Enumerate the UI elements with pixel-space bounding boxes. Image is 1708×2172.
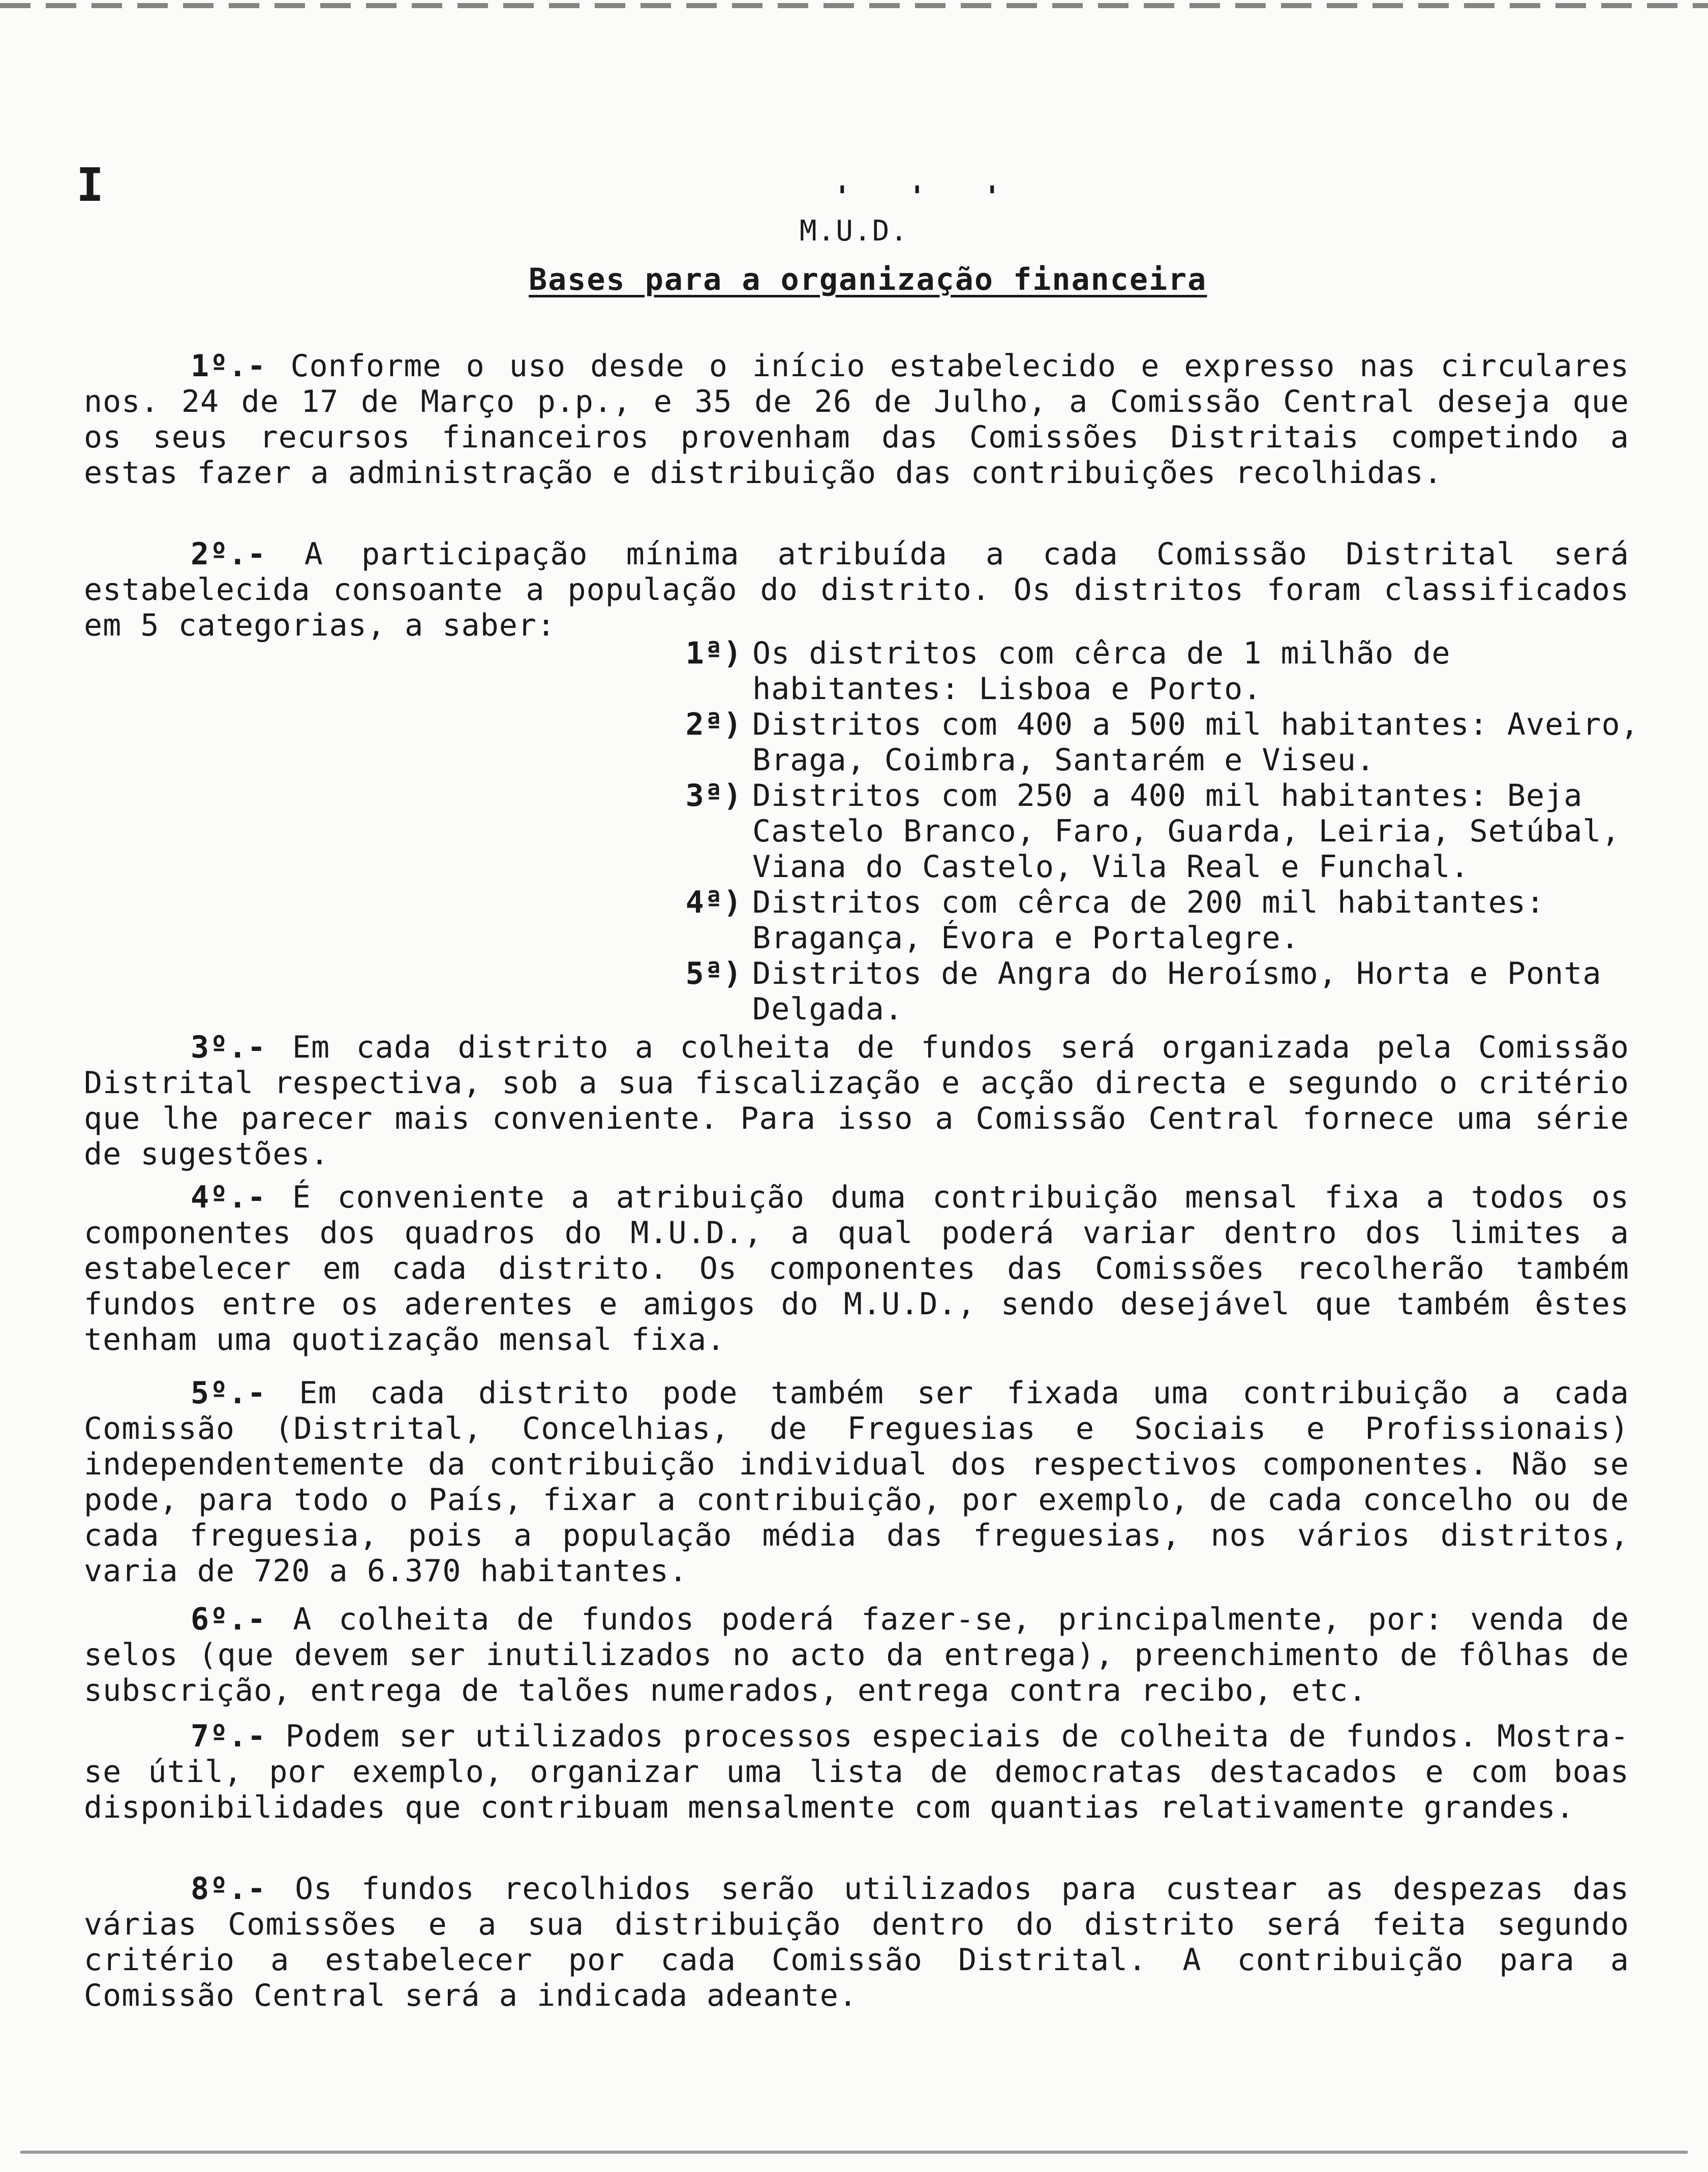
document-title — [529, 259, 1240, 300]
category-text: Distritos com 250 a 400 mil habitantes: Beja Castelo Branco, Faro, Guarda, Leiria, Setúbal, Viana do Castelo, Vila Real e Funchal. — [752, 778, 1621, 885]
category-item — [666, 636, 1647, 707]
paragraph-7 — [84, 1718, 1629, 1825]
document-title-text: Bases para a organização financeira — [529, 262, 1207, 297]
paragraph-6-text: A colheita de fundos poderá fazer-se, principalmente, por: venda de selos (que devem ser inutilizados no acto da entrega), preenchimento de fôlhas de subscrição, entrega de talões numerados, entrega contra recibo, etc. — [84, 1602, 1630, 1708]
header-ticks: ' ' ' — [834, 180, 1021, 214]
category-item — [666, 778, 1647, 885]
paragraph-1 — [84, 348, 1629, 491]
paragraph-2-text: A participação mínima atribuída a cada Comissão Distrital será estabelecida consoante a população do distrito. Os distritos foram classificados em 5 categorias, a saber: — [84, 536, 1630, 643]
category-text: Distritos com cêrca de 200 mil habitantes: Bragança, Évora e Portalegre. — [752, 885, 1545, 956]
category-list — [666, 636, 1647, 1027]
paragraph-4 — [84, 1180, 1629, 1358]
paragraph-2-number: 2º.- — [191, 536, 266, 572]
category-item — [666, 707, 1647, 778]
category-text: Distritos com 400 a 500 mil habitantes: Aveiro, Braga, Coimbra, Santarém e Viseu. — [752, 707, 1639, 778]
organization-header: M.U.D. — [799, 215, 909, 248]
paragraph-5 — [84, 1375, 1629, 1589]
paragraph-2 — [84, 536, 1629, 643]
category-item — [666, 885, 1647, 956]
paragraph-5-text: Em cada distrito pode também ser fixada uma contribuição a cada Comissão (Distrital, Concelhias, de Freguesias e Sociais e Profissionais) independentemente da contribuição individual dos respectivos componentes. Não se pode, para todo o País, fixar a contribuição, por exemplo, de cada concelho ou de cada freguesia, pois a população média das freguesias, nos vários distritos, varia de 720 a 6.370 habitantes. — [84, 1375, 1629, 1589]
paragraph-4-text: É conveniente a atribuição duma contribuição mensal fixa a todos os componentes dos quadros do M.U.D., a qual poderá variar dentro dos limites a estabelecer em cada distrito. Os componentes das Comissões recolherão também fundos entre os aderentes e amigos do M.U.D., sendo desejável que também êstes tenham uma quotização mensal fixa. — [84, 1180, 1630, 1358]
category-item — [666, 956, 1647, 1027]
scan-bottom-edge — [20, 2151, 1688, 2154]
paragraph-6 — [84, 1602, 1629, 1708]
category-number: 2ª) — [685, 707, 742, 742]
paragraph-4-number: 4º.- — [191, 1180, 266, 1215]
paragraph-3-number: 3º.- — [191, 1030, 266, 1065]
paragraph-7-number: 7º.- — [191, 1718, 266, 1754]
category-number: 4ª) — [685, 885, 742, 920]
paragraph-1-number: 1º.- — [191, 348, 266, 384]
category-number: 1ª) — [685, 636, 742, 671]
margin-mark: I — [76, 159, 104, 212]
scan-top-edge — [0, 3, 1708, 8]
category-text: Os distritos com cêrca de 1 milhão de habitantes: Lisboa e Porto. — [752, 636, 1451, 707]
category-number: 3ª) — [685, 778, 742, 813]
category-number: 5ª) — [685, 956, 742, 991]
paragraph-8-number: 8º.- — [191, 1871, 266, 1907]
paragraph-8-text: Os fundos recolhidos serão utilizados para custear as despezas das várias Comissões e a sua distribuição dentro do distrito será feita segundo critério a estabelecer por cada Comissão Distrital. A contribuição para a Comissão Central será a indicada adeante. — [84, 1871, 1630, 2013]
paragraph-3 — [84, 1030, 1629, 1172]
paragraph-7-text: Podem ser utilizados processos especiais de colheita de fundos. Mostra-se útil, por exemplo, organizar uma lista de democratas destacados e com boas disponibilidades que contribuam mensalmente com quantias relativamente grandes. — [84, 1718, 1629, 1825]
category-text: Distritos de Angra do Heroísmo, Horta e Ponta Delgada. — [752, 956, 1602, 1027]
paragraph-6-number: 6º.- — [191, 1602, 266, 1637]
paragraph-1-text: Conforme o uso desde o início estabelecido e expresso nas circulares nos. 24 de 17 de Março p.p., e 35 de 26 de Julho, a Comissão Central deseja que os seus recursos financeiros provenham das Comissões Distritais competindo a estas fazer a administração e distribuição das contribuições recolhidas. — [84, 348, 1630, 491]
paragraph-8 — [84, 1871, 1629, 2013]
paragraph-3-text: Em cada distrito a colheita de fundos será organizada pela Comissão Distrital respectiva, sob a sua fiscalização e acção directa e segundo o critério que lhe parecer mais conveniente. Para isso a Comissão Central fornece uma série de sugestões. — [84, 1030, 1630, 1172]
paragraph-5-number: 5º.- — [191, 1375, 266, 1411]
